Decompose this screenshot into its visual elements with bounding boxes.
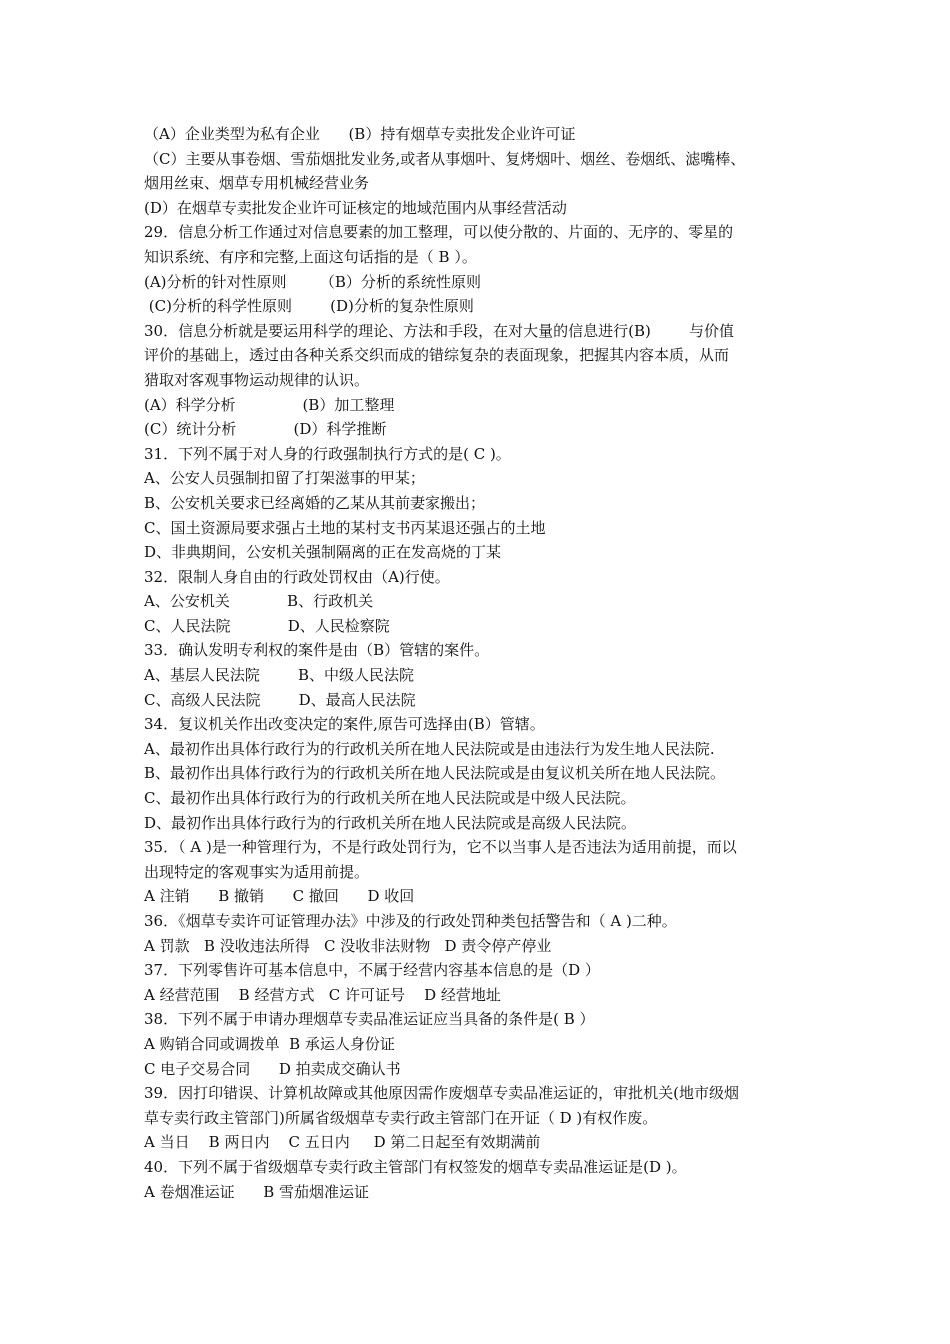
question-34: 34．复议机关作出改变决定的案件,原告可选择由(B）管辖。 <box>144 715 545 734</box>
text-line: B、公安机关要求已经离婚的乙某从其前妻家搬出； <box>144 493 486 512</box>
text-line: A 注销 B 撤销 C 撤回 D 收回 <box>144 887 415 906</box>
text-line: C 电子交易合同 D 拍卖成交确认书 <box>144 1059 401 1078</box>
text-line: C、高级人民法院 D、最高人民法院 <box>144 690 416 709</box>
text-line: D、最初作出具体行政行为的行政机关所在地人民法院或是高级人民法院。 <box>144 813 637 832</box>
text-line: C、最初作出具体行政行为的行政机关所在地人民法院或是中级人民法院。 <box>144 789 636 808</box>
question-39: 39．因打印错误、计算机故障或其他原因需作废烟草专卖品准运证的，审批机关(地市级烟 <box>144 1084 739 1103</box>
text-line: D、非典期间，公安机关强制隔离的正在发高烧的丁某 <box>144 543 502 562</box>
document-page <box>144 122 824 1204</box>
text-line: C、国土资源局要求强占土地的某村支书丙某退还强占的土地 <box>144 518 546 537</box>
question-37: 37．下列零售许可基本信息中，不属于经营内容基本信息的是（D ） <box>144 961 600 980</box>
question-33: 33．确认发明专利权的案件是由（B）管辖的案件。 <box>144 641 490 660</box>
text-line: A 罚款 B 没收违法所得 C 没收非法财物 D 责令停产停业 <box>144 936 552 955</box>
text-line: A 卷烟准运证 B 雪茄烟准运证 <box>144 1182 370 1201</box>
text-line: A、公安机关 B、行政机关 <box>144 592 374 611</box>
text-line: 知识系统、有序和完整,上面这句话指的是（ B ）。 <box>144 247 477 266</box>
text-line: A、最初作出具体行政行为的行政机关所在地人民法院或是由违法行为发生地人民法院. <box>144 739 715 758</box>
text-line: (C)分析的科学性原则 (D)分析的复杂性原则 <box>144 297 474 316</box>
question-38: 38．下列不属于申请办理烟草专卖品准运证应当具备的条件是( B ） <box>144 1010 595 1029</box>
question-36: 36．《烟草专卖许可证管理办法》中涉及的行政处罚种类包括警告和（ A )二种。 <box>144 912 677 930</box>
text-line: 评价的基础上，透过由各种关系交织而成的错综复杂的表面现象，把握其内容本质，从而 <box>144 346 730 365</box>
text-line: A 购销合同或调拨单 B 承运人身份证 <box>144 1034 395 1053</box>
text-line: A、基层人民法院 B、中级人民法院 <box>144 666 415 685</box>
question-31: 31．下列不属于对人身的行政强制执行方式的是( C )。 <box>144 444 511 463</box>
question-30: 30．信息分析就是要运用科学的理论、方法和手段，在对大量的信息进行(B) 与价值 <box>144 321 734 340</box>
text-line: A、公安人员强制扣留了打架滋事的甲某； <box>144 469 425 488</box>
text-line: 出现特定的客观事实为适用前提。 <box>144 862 370 881</box>
question-29: 29．信息分析工作通过对信息要素的加工整理，可以使分散的、片面的、无序的、零星的 <box>144 223 734 242</box>
text-line: （A）企业类型为私有企业 (B）持有烟草专卖批发企业许可证 <box>144 125 576 143</box>
text-line: （C）主要从事卷烟、雪茄烟批发业务,或者从事烟叶、复烤烟叶、烟丝、卷烟纸、滤嘴棒、 <box>144 149 746 168</box>
text-line: 猎取对客观事物运动规律的认识。 <box>144 370 370 389</box>
text-line: 烟用丝束、烟草专用机械经营业务 <box>144 174 370 193</box>
question-32: 32．限制人身自由的行政处罚权由（A)行使。 <box>144 567 450 586</box>
text-line: A 当日 B 两日内 C 五日内 D 第二日起至有效期满前 <box>144 1133 541 1152</box>
text-line: C、人民法院 D、人民检察院 <box>144 616 390 635</box>
text-line: (A)分析的针对性原则 （B）分析的系统性原则 <box>144 272 481 291</box>
text-line: (A）科学分析 (B）加工整理 <box>144 395 395 414</box>
text-line: (D）在烟草专卖批发企业许可证核定的地域范围内从事经营活动 <box>144 198 567 217</box>
text-line: B、最初作出具体行政行为的行政机关所在地人民法院或是由复议机关所在地人民法院。 <box>144 764 726 783</box>
text-line: A 经营范围 B 经营方式 C 许可证号 D 经营地址 <box>144 985 501 1004</box>
question-40: 40．下列不属于省级烟草专卖行政主管部门有权签发的烟草专卖品准运证是(D )。 <box>144 1157 687 1176</box>
text-line: 草专卖行政主管部门)所属省级烟草专卖行政主管部门在开证（ D )有权作废。 <box>144 1108 658 1127</box>
question-35: 35．（ A )是一种管理行为，不是行政处罚行为，它不以当事人是否违法为适用前提，而以 <box>144 838 737 857</box>
text-line: (C）统计分析 (D）科学推断 <box>144 420 387 439</box>
